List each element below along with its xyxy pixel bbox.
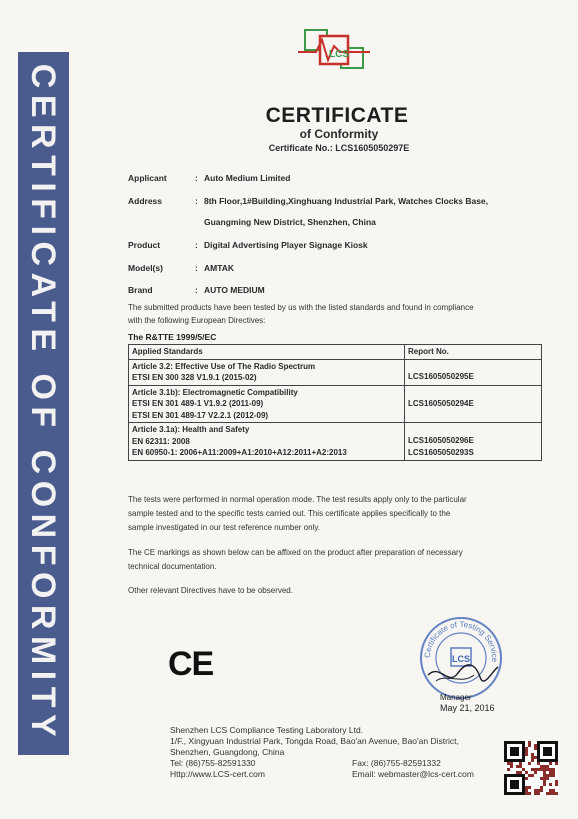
model-label: Model(s) bbox=[128, 263, 163, 273]
table-cell-line: ETSI EN 301 489-17 V2.2.1 (2012-09) bbox=[132, 410, 269, 420]
stamp-center-text: LCS bbox=[452, 654, 470, 664]
address-value-line2: Guangming New District, Shenzhen, China bbox=[204, 217, 376, 227]
lcs-logo-icon bbox=[296, 26, 372, 72]
table-cell-line: Article 3.1a): Health and Safety bbox=[132, 425, 250, 434]
intro-line2: with the following European Directives: bbox=[128, 316, 266, 325]
product-colon: : bbox=[195, 240, 198, 250]
directive: The R&TTE 1999/5/EC bbox=[128, 332, 217, 342]
stamp-ring-text: Certificate of Testing Service bbox=[422, 619, 500, 663]
notes-line: Other relevant Directives have to be observed. bbox=[128, 586, 293, 595]
intro-line1: The submitted products have been tested by us with the listed standards and found in compliance bbox=[128, 303, 474, 312]
model-colon: : bbox=[195, 263, 198, 273]
cert-title: CERTIFICATE bbox=[265, 104, 409, 127]
report-number: LCS1605050293S bbox=[408, 447, 474, 457]
notes-line: sample tested and to the specific tests carried out. This certificate applies specifically to the bbox=[128, 509, 451, 518]
footer-address1: 1/F., Xingyuan Industrial Park, Tongda Road, Bao'an Avenue, Bao'an District, bbox=[170, 736, 459, 746]
table-header-row bbox=[129, 345, 542, 360]
table-cell-line: ETSI EN 301 489-1 V1.9.2 (2011-09) bbox=[132, 399, 264, 408]
table-header-report: Report No. bbox=[405, 345, 542, 360]
stamp-icon bbox=[418, 615, 504, 701]
table-header-standards: Applied Standards bbox=[129, 345, 405, 360]
footer-address2: Shenzhen, Guangdong, China bbox=[170, 747, 285, 757]
footer-fax: Fax: (86)755-82591332 bbox=[352, 758, 441, 768]
sidebar-title bbox=[17, 52, 68, 755]
table-cell-line: Article 3.2: Effective Use of The Radio Spectrum bbox=[132, 361, 316, 371]
notes-line: technical documentation. bbox=[128, 562, 217, 571]
table-row bbox=[129, 385, 542, 423]
footer-tel: Tel: (86)755-82591330 bbox=[170, 758, 256, 768]
product-value: Digital Advertising Player Signage Kiosk bbox=[204, 240, 368, 250]
report-number: LCS1605050294E bbox=[408, 399, 474, 408]
qr-code-icon bbox=[504, 741, 558, 795]
signature-date: May 21, 2016 bbox=[440, 703, 495, 713]
footer-web: Http://www.LCS-cert.com bbox=[170, 769, 265, 779]
address-value: 8th Floor,1#Building,Xinghuang Industrial Park, Watches Clocks Base, bbox=[204, 196, 489, 206]
table-cell-line: Article 3.1b): Electromagnetic Compatibility bbox=[132, 387, 298, 397]
footer-email: Email: webmaster@lcs-cert.com bbox=[352, 769, 474, 779]
signature-role: Manager bbox=[440, 693, 472, 702]
product-label: Product bbox=[128, 240, 161, 250]
report-number: LCS1605050296E bbox=[408, 436, 474, 446]
model-value: AMTAK bbox=[204, 263, 235, 273]
table-cell-line: EN 60950-1: 2006+A11:2009+A1:2010+A12:2011+A2:2013 bbox=[132, 448, 347, 457]
footer-company: Shenzhen LCS Compliance Testing Laboratory Ltd. bbox=[170, 725, 364, 735]
sidebar-title-text: CERTIFICATE OF CONFORMITY bbox=[24, 63, 62, 744]
address-colon: : bbox=[195, 196, 198, 206]
table-cell-line: EN 62311: 2008 bbox=[132, 436, 190, 446]
table-cell-line: ETSI EN 300 328 V1.9.1 (2015-02) bbox=[132, 373, 257, 382]
brand-colon: : bbox=[195, 285, 198, 295]
report-number: LCS1605050295E bbox=[408, 371, 474, 381]
address-label: Address bbox=[128, 196, 163, 206]
table-row bbox=[129, 359, 542, 385]
notes-line: The tests were performed in normal operation mode. The test results apply only to the particular bbox=[128, 495, 467, 504]
table-row bbox=[129, 423, 542, 461]
logo-letters: LCS bbox=[329, 49, 349, 60]
cert-subtitle: of Conformity bbox=[299, 127, 379, 141]
applicant-value: Auto Medium Limited bbox=[204, 173, 291, 183]
notes-line: sample investigated in our test reference number only. bbox=[128, 523, 320, 532]
applicant-label: Applicant bbox=[128, 173, 167, 183]
notes-line: The CE markings as shown below can be affixed on the product after preparation of necessary bbox=[128, 548, 463, 557]
ce-mark: CE bbox=[168, 645, 214, 683]
applicant-colon: : bbox=[195, 173, 198, 183]
brand-label: Brand bbox=[128, 285, 153, 295]
brand-value: AUTO MEDIUM bbox=[204, 285, 265, 295]
standards-table bbox=[128, 344, 542, 461]
cert-number: Certificate No.: LCS1605050297E bbox=[268, 143, 410, 153]
